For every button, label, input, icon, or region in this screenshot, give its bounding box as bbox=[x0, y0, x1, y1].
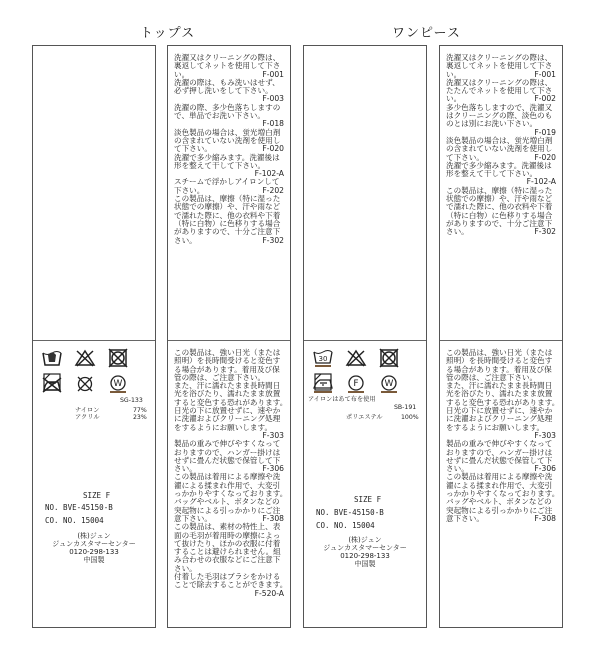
care-note-code: F-102-A bbox=[526, 177, 556, 187]
care-note-text: 状態での摩擦）や、汗や雨など bbox=[174, 202, 281, 212]
material-1: ナイロン bbox=[75, 407, 100, 414]
care-note bbox=[446, 348, 560, 440]
care-note bbox=[446, 79, 556, 104]
care-note bbox=[174, 522, 288, 598]
care-note-text: 裏返してネットを使用して下さ bbox=[446, 61, 553, 71]
care-note-text: 裏返してネットを使用して下さ bbox=[174, 61, 281, 71]
care-note-text: 濯による揉まれ作用で、大変引 bbox=[174, 480, 281, 490]
care-note-code: F-308 bbox=[262, 513, 284, 523]
care-note bbox=[174, 129, 284, 154]
fabric-code: SB-191 bbox=[394, 404, 417, 411]
care-note-text: 意下さい。 bbox=[174, 513, 212, 523]
care-note-text: 日光の下に放置せずに、速やか bbox=[446, 406, 553, 416]
color-number: CO. NO. 15004 bbox=[316, 521, 375, 530]
care-note-text: 光を浴びたり、濡れたまま放置 bbox=[446, 389, 553, 399]
care-note-text: 洗濯又はクリーニングの際は、 bbox=[446, 53, 553, 62]
care-note-text: 突起物による引っかかりにご注 bbox=[174, 505, 281, 515]
care-note-text: に洗濯およびクリーニング処理 bbox=[174, 414, 281, 424]
care-note-text: て抜けたり、ほかの衣服に付着 bbox=[174, 538, 281, 548]
care-note-text: 日光の下に放置せずに、速やか bbox=[174, 406, 281, 416]
care-note-code: F-018 bbox=[262, 119, 284, 129]
care-note-text: 洗濯の際は、もみ洗いはせず、 bbox=[174, 77, 280, 87]
wet-clean-icon bbox=[107, 374, 129, 394]
care-note-code: F-020 bbox=[534, 152, 556, 162]
no-tumble-dry-icon bbox=[378, 348, 400, 368]
care-note-text: 状態での摩擦）や、汗や雨など bbox=[446, 194, 553, 204]
tops-label-back bbox=[167, 45, 291, 628]
care-note-code: F-001 bbox=[262, 69, 284, 79]
no-iron-icon bbox=[41, 374, 63, 394]
color-number: CO. NO. 15004 bbox=[45, 516, 104, 525]
care-note-text: この製品は、摩擦（特に湿った bbox=[446, 185, 553, 195]
care-note-text: この製品は、強い日光（または bbox=[446, 348, 553, 357]
phone: 0120-298-133 bbox=[340, 552, 390, 560]
care-note-text: て下さい。 bbox=[174, 144, 212, 154]
care-note bbox=[446, 187, 556, 237]
company: (株)ジュン bbox=[348, 536, 382, 544]
care-note-text: に洗濯およびクリーニング処理 bbox=[446, 414, 553, 424]
care-note-text: することは避けられません。組 bbox=[174, 547, 281, 557]
care-note-text: 下さい。 bbox=[174, 185, 205, 195]
wet-clean-icon bbox=[378, 374, 400, 394]
care-note-text: で濡れた際に、他の衣料や下着 bbox=[174, 210, 281, 220]
care-note bbox=[446, 440, 556, 473]
customer-center: ジュンカスタマーセンター bbox=[52, 540, 136, 548]
label-fold-line bbox=[168, 340, 290, 341]
care-note-text: て下さい。 bbox=[446, 152, 484, 162]
care-note-text: 淡色製品の場合は、蛍光増白剤 bbox=[174, 127, 281, 137]
care-note-text: 管の際は、ご注意下さい。 bbox=[174, 372, 266, 382]
care-note-text: さい。 bbox=[446, 227, 469, 237]
care-note-text: る場合があります。着用及び保 bbox=[446, 364, 552, 374]
care-note-text: 形を整えて干して下さい。 bbox=[446, 169, 538, 179]
fabric-code: SG-133 bbox=[120, 397, 143, 404]
care-note-text: っかかりやすくなっております。 bbox=[174, 489, 288, 499]
care-note-text: たたんでネットを使用して下さ bbox=[446, 86, 553, 96]
care-note bbox=[174, 154, 284, 179]
care-note-text: っかかりやすくなっております。 bbox=[446, 489, 560, 499]
care-note-text: おりますので、ハンガー掛けは bbox=[446, 447, 553, 457]
customer-center: ジュンカスタマーセンター bbox=[323, 544, 407, 552]
percent-1: 100% bbox=[401, 414, 419, 421]
no-dry-clean-icon bbox=[74, 374, 96, 394]
svg-text:W: W bbox=[384, 379, 394, 389]
care-note-code: F-202 bbox=[262, 185, 284, 195]
care-note-text: 必ず押し洗いをして下さい。 bbox=[174, 86, 273, 96]
care-note-text: さい。 bbox=[446, 464, 469, 474]
care-note-code: F-302 bbox=[534, 227, 556, 237]
care-note-code: F-303 bbox=[534, 430, 556, 440]
svg-text:F: F bbox=[353, 379, 359, 389]
no-tumble-dry-icon bbox=[107, 348, 129, 368]
care-note bbox=[174, 472, 288, 523]
care-note-text: 製品の重みで伸びやすくなって bbox=[446, 439, 553, 449]
wash-30-icon bbox=[312, 348, 334, 368]
label-fold-line bbox=[33, 340, 155, 341]
care-note-text: 照明）を長時間受けると変色す bbox=[174, 356, 281, 366]
care-note-text: 洗濯又はクリーニングの際は、 bbox=[174, 53, 281, 62]
care-note-text: さい。 bbox=[174, 464, 197, 474]
care-note-text: さい。 bbox=[174, 235, 197, 245]
tops-label-front bbox=[32, 45, 156, 628]
care-note-text: のとは別にお洗い下さい。 bbox=[446, 119, 538, 129]
care-note-code: F-019 bbox=[534, 127, 556, 137]
care-note-text: （特に白物）に色移りする場合 bbox=[174, 218, 281, 228]
company: (株)ジュン bbox=[77, 532, 111, 540]
care-note bbox=[174, 348, 288, 440]
care-note-code: F-002 bbox=[534, 94, 556, 104]
care-note bbox=[174, 178, 284, 195]
care-note-text: この製品は、強い日光（または bbox=[174, 348, 281, 357]
care-note bbox=[446, 137, 556, 162]
percent-2: 23% bbox=[133, 414, 147, 421]
care-note-text: （特に白物）に色移りする場合 bbox=[446, 210, 553, 220]
care-note-text: さい。 bbox=[174, 563, 197, 573]
care-note-text: スチームで浮かしアイロンして bbox=[174, 177, 280, 187]
care-note-text: ことで除去することができます。 bbox=[174, 580, 288, 590]
care-note-line bbox=[446, 228, 556, 236]
care-note-text: この製品は、摩擦（特に湿った bbox=[174, 194, 281, 204]
care-note bbox=[174, 79, 284, 104]
care-note bbox=[446, 472, 560, 523]
care-note-text: 洗濯で多少縮みます。洗濯後は bbox=[174, 152, 280, 162]
care-note-text: で、単品でお洗い下さい。 bbox=[174, 111, 265, 121]
care-note-code: F-003 bbox=[262, 94, 284, 104]
care-note-text: 洗濯の際、多少色落ちしますの bbox=[174, 102, 281, 112]
care-note-text: せずに畳んだ状態で保管して下 bbox=[174, 455, 281, 465]
iron-low-icon bbox=[312, 374, 334, 394]
care-note bbox=[174, 195, 284, 245]
care-symbols-row2 bbox=[312, 374, 406, 398]
care-note bbox=[446, 104, 556, 137]
care-note-text: 管の際は、ご注意下さい。 bbox=[446, 372, 538, 382]
dry-clean-f-icon bbox=[345, 374, 367, 394]
care-note-text: をするようにお願いします。 bbox=[446, 422, 545, 432]
care-note bbox=[446, 54, 556, 79]
care-note-text: がありますので、十分ご注意下 bbox=[446, 218, 553, 228]
care-note-text: すると変色する恐れがあります。 bbox=[174, 397, 288, 407]
label-fold-line bbox=[304, 340, 426, 341]
care-note-text: る場合があります。着用及び保 bbox=[174, 364, 280, 374]
care-note-text: また、汗に濡れたまま長時間日 bbox=[446, 381, 553, 391]
care-note-text: の含まれていない洗剤を使用し bbox=[174, 135, 281, 145]
care-note-code: F-302 bbox=[262, 235, 284, 245]
tops-title: トップス bbox=[140, 26, 196, 41]
care-note-text: この製品は、素材の特性上、表 bbox=[174, 522, 281, 532]
care-note-text: い。 bbox=[446, 94, 462, 104]
care-note-code: F-308 bbox=[534, 513, 556, 523]
size: SIZE F bbox=[83, 491, 111, 500]
product-number: NO. BVE-45150-B bbox=[316, 508, 384, 517]
percent-1: 77% bbox=[133, 407, 147, 414]
care-note-text: 突起物による引っかかりにご注 bbox=[446, 505, 553, 515]
product-number: NO. BVE-45150-B bbox=[45, 503, 113, 512]
care-note bbox=[174, 54, 284, 79]
care-symbols-row2 bbox=[41, 374, 135, 398]
care-note-text: 形を整えて干して下さい。 bbox=[174, 160, 266, 170]
care-note-text: をするようにお願いします。 bbox=[174, 422, 273, 432]
care-note-text: バッグやベルト、ボタンなどの bbox=[174, 497, 280, 507]
care-note-text: 照明）を長時間受けると変色す bbox=[446, 356, 553, 366]
care-note-text: い。 bbox=[174, 69, 190, 79]
care-note-text: 製品の重みで伸びやすくなって bbox=[174, 439, 281, 449]
care-note-text: この製品は着用による摩擦や洗 bbox=[446, 472, 553, 482]
no-bleach-icon bbox=[345, 348, 367, 368]
care-note-text: 濯による揉まれ作用で、大変引 bbox=[446, 480, 553, 490]
phone: 0120-298-133 bbox=[69, 548, 119, 556]
care-note-text: 光を浴びたり、濡れたまま放置 bbox=[174, 389, 281, 399]
svg-text:30: 30 bbox=[318, 355, 328, 363]
care-note-text: 淡色製品の場合は、蛍光増白剤 bbox=[446, 135, 553, 145]
care-note-text: の含まれていない洗剤を使用し bbox=[446, 144, 553, 154]
care-note-code: F-020 bbox=[262, 144, 284, 154]
size: SIZE F bbox=[354, 495, 382, 504]
care-note-code: F-001 bbox=[534, 69, 556, 79]
onepiece-title: ワンピース bbox=[392, 26, 461, 41]
no-bleach-icon bbox=[74, 348, 96, 368]
onepiece-label-front bbox=[303, 45, 427, 628]
care-note-code: F-303 bbox=[262, 430, 284, 440]
care-note-code: F-306 bbox=[262, 464, 284, 474]
care-note-text: い。 bbox=[446, 69, 462, 79]
care-notes bbox=[446, 54, 556, 237]
hand-wash-icon bbox=[41, 348, 63, 368]
care-note-text: また、汗に濡れたまま長時間日 bbox=[174, 381, 281, 391]
care-note-line bbox=[174, 237, 284, 245]
care-note-text: がありますので、十分ご注意下 bbox=[174, 227, 281, 237]
origin: 中国製 bbox=[83, 556, 105, 564]
care-notes bbox=[174, 348, 288, 598]
care-note-text: で濡れた際に、他の衣料や下着 bbox=[446, 202, 553, 212]
material-2: アクリル bbox=[75, 414, 100, 421]
care-note-text: 多少色落ちしますので、洗濯又 bbox=[446, 102, 553, 112]
care-note bbox=[174, 104, 284, 129]
care-notes bbox=[174, 54, 284, 245]
origin: 中国製 bbox=[354, 560, 376, 568]
onepiece-label-back bbox=[439, 45, 563, 628]
svg-text:W: W bbox=[113, 379, 123, 389]
care-note-text: 洗濯又はクリーニングの際は、 bbox=[446, 77, 553, 87]
care-note-text: この製品は着用による摩擦や洗 bbox=[174, 472, 281, 482]
care-note-text: 洗濯で多少縮みます。洗濯後は bbox=[446, 160, 552, 170]
care-note bbox=[446, 162, 556, 187]
care-note-text: おりますので、ハンガー掛けは bbox=[174, 447, 281, 457]
care-note-code: F-520-A bbox=[254, 588, 284, 598]
label-fold-line bbox=[440, 340, 562, 341]
care-note-text: バッグやベルト、ボタンなどの bbox=[446, 497, 552, 507]
care-note-text: すると変色する恐れがあります。 bbox=[446, 397, 560, 407]
care-note-code: F-102-A bbox=[254, 169, 284, 179]
care-note-text: 面の毛羽が着用時の摩擦によっ bbox=[174, 530, 281, 540]
care-note-text: 意下さい。 bbox=[446, 513, 484, 523]
care-note-text: み合わせの衣服などにご注意下 bbox=[174, 555, 281, 565]
care-note-code: F-306 bbox=[534, 464, 556, 474]
material-1: ポリエステル bbox=[346, 414, 383, 421]
iron-note: アイロンはあて布を使用 bbox=[308, 396, 376, 403]
care-note-text: せずに畳んだ状態で保管して下 bbox=[446, 455, 553, 465]
care-notes bbox=[446, 348, 560, 523]
care-note-text: 付着した毛羽はブラシをかける bbox=[174, 572, 281, 582]
care-note bbox=[174, 440, 284, 473]
care-note-text: はクリーニングの際、淡色のも bbox=[446, 111, 553, 121]
care-note-line bbox=[446, 515, 556, 523]
